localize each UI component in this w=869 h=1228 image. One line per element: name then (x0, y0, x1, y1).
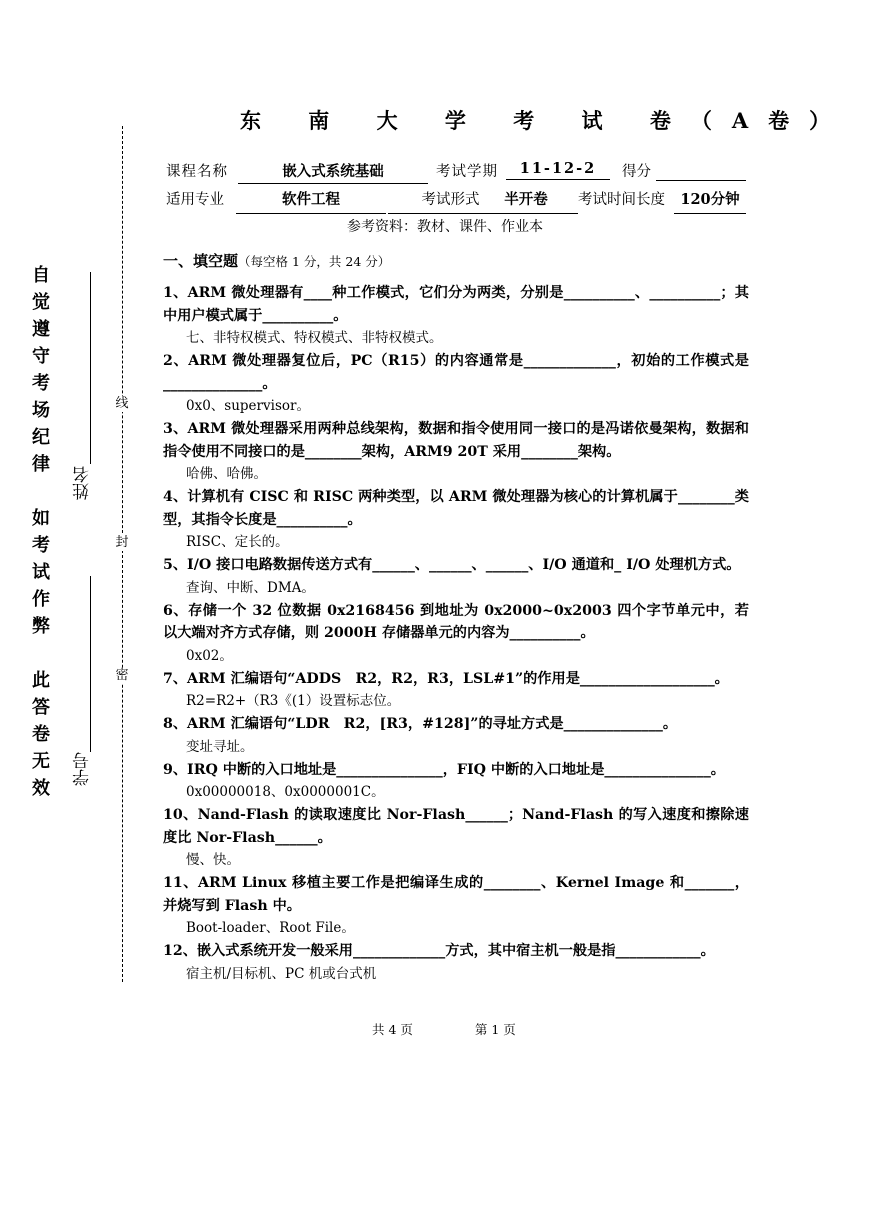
warning-char: 无 (32, 751, 50, 772)
answer-1: 七、非特权模式、特权模式、非特权模式。 (186, 330, 443, 346)
answer-10: 慢、快。 (186, 852, 240, 868)
question-1: 1、ARM 微处理器有____种工作模式，它们分为两类，分别是__________、__________；其中用户模式属于__________。 (163, 285, 749, 324)
warning-char: 作 (32, 589, 50, 610)
course-label: 课程名称 (166, 164, 228, 180)
warning-char: 考 (32, 373, 50, 394)
question-list (163, 282, 749, 986)
form-value: 半开卷 (474, 188, 578, 214)
answer-7: R2=R2+（R3《(1）设置标志位。 (186, 693, 401, 709)
binding-mark-mi: 密 (115, 668, 129, 683)
answer-12: 宿主机/目标机、PC 机或台式机 (186, 965, 377, 982)
major-label: 适用专业 (166, 192, 224, 208)
question-7: 7、ARM 汇编语句“ADDS R2，R2，R3，LSL#1”的作用是___________________。 (163, 670, 729, 687)
warning-char: 试 (32, 562, 50, 583)
duration-label: 考试时间长度 (578, 192, 665, 208)
question-8: 8、ARM 汇编语句“LDR R2，[R3，#128]”的寻址方式是______________。 (163, 716, 678, 732)
student-id-label: 学号 (73, 752, 93, 786)
question-12: 12、嵌入式系统开发一般采用_____________方式，其中宿主机一般是指____________。 (163, 943, 715, 959)
section-title: 一、填空题 (163, 252, 239, 270)
answer-2: 0x0、supervisor。 (186, 398, 310, 414)
warning-char: 律 (32, 454, 50, 475)
question-6: 6、存储一个 32 位数据 0x2168456 到地址为 0x2000~0x2003 四个字节单元中，若以大端对齐方式存储，则 2000H 存储器单元的内容为__________。 (163, 602, 749, 641)
term-value: 11-12-2 (506, 160, 610, 180)
page-footer (372, 1020, 578, 1038)
name-label: 姓名 (73, 466, 93, 500)
question-11: 11、ARM Linux 移植主要工作是把编译生成的________、Kernel Image 和_______，并烧写到 Flash 中。 (163, 875, 749, 914)
question-10: 10、Nand-Flash 的读取速度比 Nor-Flash______；Nand-Flash 的写入速度和擦除速度比 Nor-Flash______。 (163, 807, 749, 846)
warning-char: 考 (32, 535, 50, 556)
warning-char: 遵 (32, 319, 50, 340)
question-2: 2、ARM 微处理器复位后，PC（R15）的内容通常是_____________，初始的工作模式是______________。 (163, 353, 749, 392)
exam-discipline-warning (28, 262, 54, 802)
duration-value: 120分钟 (674, 188, 746, 214)
warning-char: 守 (32, 346, 50, 367)
binding-mark-xian: 线 (115, 396, 129, 411)
warning-char: 纪 (32, 427, 50, 448)
reference-materials: 参考资料：教材、课件、作业本 (347, 219, 543, 235)
section-note: （每空格 1 分，共 24 分） (238, 254, 391, 269)
warning-char: 卷 (32, 724, 50, 745)
binding-dashed-line (122, 126, 123, 982)
total-pages: 共 4 页 (372, 1022, 413, 1037)
question-5: 5、I/O 接口电路数据传送方式有______、______、______、I/O 通道和_ I/O 处理机方式。 (163, 557, 741, 573)
major-value: 软件工程 (236, 188, 386, 214)
term-label: 考试学期 (436, 164, 498, 180)
answer-3: 哈佛、哈佛。 (186, 466, 267, 482)
warning-char: 此 (32, 670, 50, 691)
student-id-blank-line (90, 576, 91, 752)
score-label: 得分 (622, 164, 651, 180)
warning-char (28, 478, 54, 505)
warning-char: 效 (32, 778, 50, 799)
answer-9: 0x00000018、0x0000001C。 (186, 784, 385, 800)
warning-char: 场 (32, 400, 50, 421)
answer-5: 查询、中断、DMA。 (186, 579, 315, 596)
current-page: 第 1 页 (474, 1022, 516, 1037)
page-title: 东 南 大 学 考 试 卷（A卷） (240, 108, 851, 133)
warning-char: 觉 (32, 292, 50, 313)
question-9: 9、IRQ 中断的入口地址是_______________，FIQ 中断的入口地址是_______________。 (163, 761, 725, 778)
binding-mark-feng: 封 (115, 535, 129, 550)
form-label: 考试形式 (388, 188, 513, 214)
warning-char (28, 640, 54, 667)
warning-char: 弊 (32, 616, 50, 637)
question-4: 4、计算机有 CISC 和 RISC 两种类型，以 ARM 微处理器为核心的计算机属于________类型，其指令长度是__________。 (163, 489, 749, 528)
answer-8: 变址寻址。 (186, 738, 254, 755)
answer-6: 0x02。 (186, 647, 233, 664)
score-blank (656, 180, 746, 181)
section-heading (163, 250, 390, 271)
answer-11: Boot-loader、Root File。 (186, 920, 355, 936)
warning-char: 答 (32, 697, 50, 718)
warning-char: 自 (32, 265, 50, 286)
question-3: 3、ARM 微处理器采用两种总线架构，数据和指令使用同一接口的是冯诺依曼架构，数据和指令使用不同接口的是________架构，ARM9 20T 采用________架构。 (163, 421, 749, 460)
warning-char: 如 (32, 508, 50, 529)
name-blank-line (90, 272, 91, 464)
answer-4: RISC、定长的。 (186, 534, 289, 550)
course-value: 嵌入式系统基础 (238, 160, 428, 184)
